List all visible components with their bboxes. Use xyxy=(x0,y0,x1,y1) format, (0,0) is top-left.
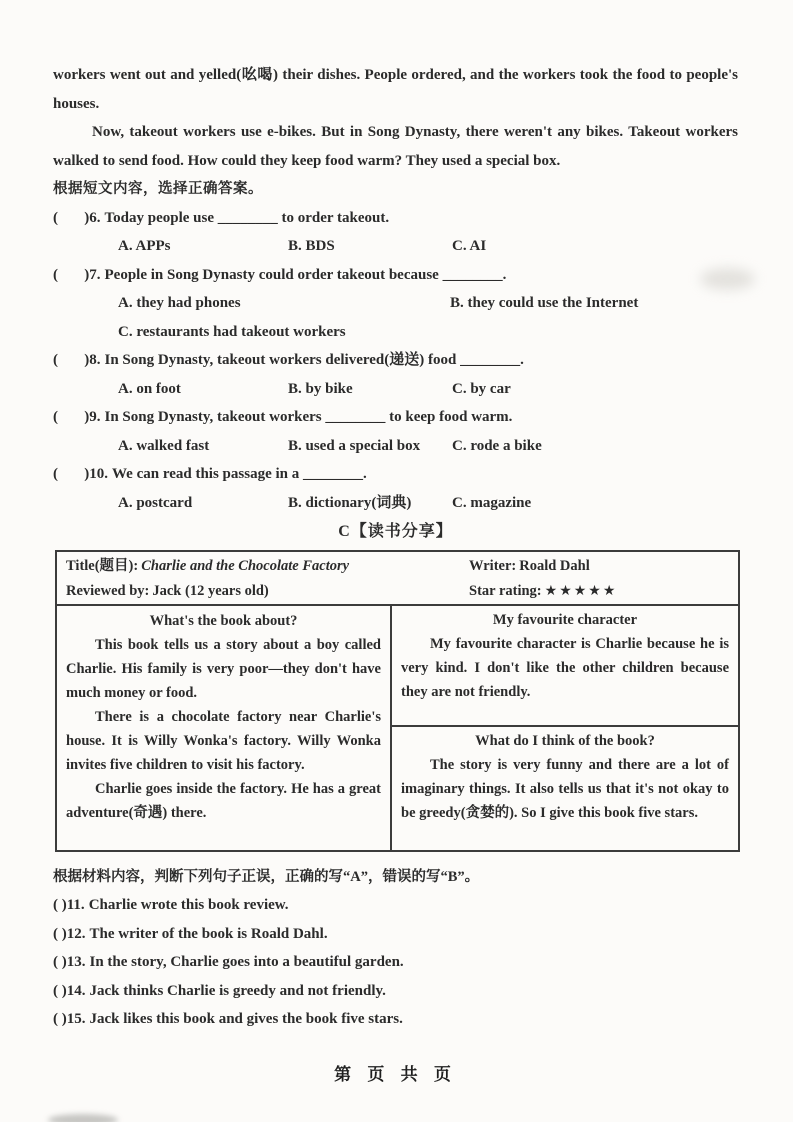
option-c: C. by car xyxy=(452,380,511,397)
star-rating-line xyxy=(469,579,738,604)
writer-label: Writer: xyxy=(469,558,517,574)
answer-parens: ( ) xyxy=(53,409,90,425)
book-review-table xyxy=(55,550,740,852)
question-7-options-row-1 xyxy=(53,289,738,318)
review-header-row xyxy=(57,552,738,606)
question-6-options xyxy=(53,232,738,261)
favourite-character-heading: My favourite character xyxy=(492,612,638,628)
question-stem: In Song Dynasty, takeout workers ________ to keep food warm. xyxy=(104,409,513,425)
question-number: 7. xyxy=(89,266,101,283)
question-7-options-row-2 xyxy=(53,318,738,347)
question-number: 9. xyxy=(89,409,101,425)
about-paragraph-3: Charlie goes inside the factory. He has a great adventure(奇遇) there. xyxy=(66,781,381,821)
choice-instruction: 根据短文内容，选择正确答案。 xyxy=(53,181,263,197)
opinion-cell xyxy=(392,727,738,850)
title-label: Title(题目): xyxy=(66,558,139,574)
writer-name: Roald Dahl xyxy=(519,558,590,574)
question-number: 6. xyxy=(89,209,101,226)
question-7 xyxy=(53,261,738,347)
answer-parens: ( ) xyxy=(53,982,67,999)
judge-item-15 xyxy=(53,1005,738,1034)
review-header-left xyxy=(57,554,469,602)
question-10-stem-line xyxy=(53,460,738,489)
review-right-column xyxy=(392,606,738,850)
answer-parens: ( ) xyxy=(53,925,67,942)
judge-instruction: 根据材料内容，判断下列句子正误，正确的写“A”，错误的写“B”。 xyxy=(53,869,480,885)
question-number: 13. xyxy=(66,954,86,970)
question-9-options xyxy=(53,432,738,461)
question-8-options xyxy=(53,375,738,404)
book-title-line xyxy=(66,554,469,579)
opinion-paragraph: The story is very funny and there are a lot of imaginary things. It also tells us that it's not okay to be greedy(贪婪的). So I give this book five stars. xyxy=(401,757,729,821)
passage-paragraph-2: Now, takeout workers use e-bikes. But in Song Dynasty, there weren't any bikes. Takeout workers walked to send food. How could they keep food warm? They used a special box. xyxy=(53,124,738,169)
answer-parens: ( ) xyxy=(53,897,67,913)
option-c: C. AI xyxy=(452,238,487,254)
answer-parens: ( ) xyxy=(53,266,90,283)
star-rating-icons: ★★★★★ xyxy=(544,583,618,599)
option-b: B. used a special box xyxy=(288,437,421,454)
judge-statement: Charlie wrote this book review. xyxy=(88,897,289,913)
star-rating-label: Star rating: xyxy=(469,583,542,599)
judge-item-12 xyxy=(53,920,738,949)
judge-item-14 xyxy=(53,977,738,1006)
passage-paragraph-1: workers went out and yelled(吆喝) their dishes. People ordered, and the workers took the food to people's houses. xyxy=(53,67,738,112)
opinion-heading: What do I think of the book? xyxy=(475,733,655,749)
option-b: B. dictionary(词典) xyxy=(288,494,412,511)
question-number: 11. xyxy=(66,897,85,913)
question-number: 12. xyxy=(66,925,86,942)
reviewed-by-line xyxy=(66,579,469,604)
option-a: A. they had phones xyxy=(118,295,241,311)
question-number: 15. xyxy=(66,1011,86,1027)
question-8 xyxy=(53,346,738,403)
question-7-stem-line xyxy=(53,261,738,290)
judge-statement: In the story, Charlie goes into a beautiful garden. xyxy=(89,954,404,970)
option-b: B. BDS xyxy=(288,238,335,254)
question-number: 10. xyxy=(89,466,108,482)
question-stem: In Song Dynasty, takeout workers delivered(递送) food ________. xyxy=(104,352,524,368)
option-a: A. on foot xyxy=(118,380,181,397)
judge-statement: Jack thinks Charlie is greedy and not friendly. xyxy=(89,982,386,999)
option-a: A. walked fast xyxy=(118,437,210,454)
scan-smudge xyxy=(48,1114,118,1122)
about-the-book-cell xyxy=(57,606,392,850)
favourite-character-cell xyxy=(392,606,738,727)
question-number: 8. xyxy=(89,352,101,368)
review-header-right xyxy=(469,554,738,602)
question-9 xyxy=(53,403,738,460)
reviewer-name: Jack (12 years old) xyxy=(152,583,269,599)
question-stem: Today people use ________ to order takeout. xyxy=(104,209,390,226)
question-stem: We can read this passage in a ________. xyxy=(112,466,367,482)
section-c-heading: C【读书分享】 xyxy=(338,523,453,540)
question-10 xyxy=(53,460,738,517)
question-number: 14. xyxy=(66,982,86,999)
about-paragraph-2: There is a chocolate factory near Charlie's house. It is Willy Wonka's factory. Willy Wonka invites five children to visit his factory. xyxy=(66,709,381,773)
answer-parens: ( ) xyxy=(53,466,90,482)
question-6 xyxy=(53,204,738,261)
reading-passage xyxy=(53,61,738,175)
judge-statement: The writer of the book is Roald Dahl. xyxy=(89,925,328,942)
option-a: A. postcard xyxy=(118,494,193,511)
judge-statement: Jack likes this book and gives the book five stars. xyxy=(89,1011,403,1027)
question-8-stem-line xyxy=(53,346,738,375)
about-heading: What's the book about? xyxy=(149,613,298,629)
judge-item-13 xyxy=(53,948,738,977)
option-a: A. APPs xyxy=(118,238,171,254)
answer-parens: ( ) xyxy=(53,1011,67,1027)
option-b: B. by bike xyxy=(288,380,353,397)
answer-parens: ( ) xyxy=(53,209,90,226)
favourite-character-paragraph: My favourite character is Charlie because he is very kind. I don't like the other children because they are not friendly. xyxy=(401,636,729,700)
question-6-stem-line xyxy=(53,204,738,233)
about-paragraph-1: This book tells us a story about a boy called Charlie. His family is very poor—they don't have much money or food. xyxy=(66,637,381,701)
answer-parens: ( ) xyxy=(53,954,67,970)
option-b: B. they could use the Internet xyxy=(450,295,639,311)
question-9-stem-line xyxy=(53,403,738,432)
question-10-options xyxy=(53,489,738,518)
option-c: C. rode a bike xyxy=(452,437,542,454)
review-body xyxy=(57,606,738,850)
option-c: C. restaurants had takeout workers xyxy=(118,323,346,340)
question-stem: People in Song Dynasty could order takeout because ________. xyxy=(104,266,507,283)
book-title: Charlie and the Chocolate Factory xyxy=(141,558,350,574)
page-footer: 第 页 共 页 xyxy=(334,1064,457,1084)
judge-item-11 xyxy=(53,891,738,920)
answer-parens: ( ) xyxy=(53,352,90,368)
writer-line xyxy=(469,554,738,579)
scan-noise-spot xyxy=(700,268,755,290)
reviewed-by-label: Reviewed by: xyxy=(66,583,150,599)
option-c: C. magazine xyxy=(452,494,532,511)
